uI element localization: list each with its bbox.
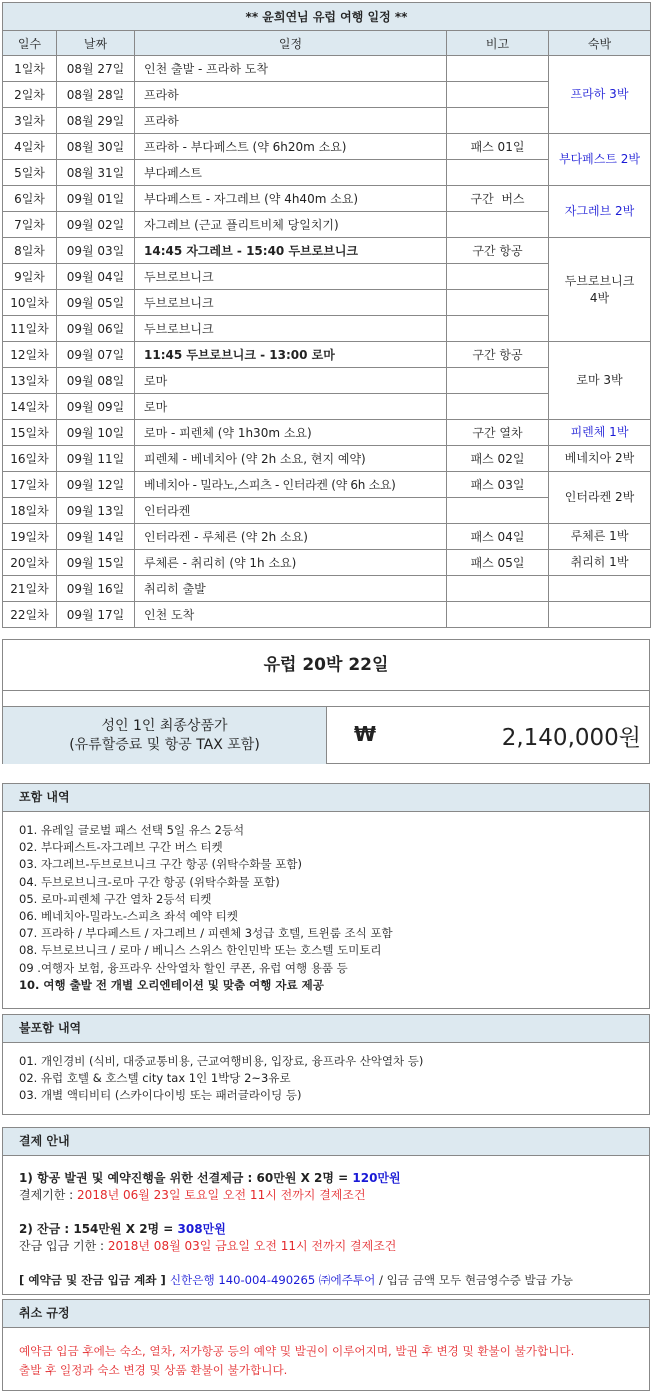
day-cell: 10일차 <box>3 290 57 316</box>
day-cell: 14일차 <box>3 394 57 420</box>
table-row <box>3 602 651 628</box>
list-item: 07. 프라하 / 부다페스트 / 자그레브 / 피렌체 3성급 호텔, 트윈룸 조식 포함 <box>19 926 393 941</box>
date-cell: 08월 28일 <box>57 82 135 108</box>
plan-cell: 자그레브 (근교 플리트비체 당일치기) <box>135 212 447 238</box>
currency-symbol: ₩ <box>354 722 377 746</box>
note-cell <box>447 82 549 108</box>
date-cell: 09월 04일 <box>57 264 135 290</box>
list-item: 03. 개별 액티비티 (스카이다이빙 또는 패러글라이딩 등) <box>19 1088 302 1103</box>
note-cell: 구간 버스 <box>447 186 549 212</box>
day-cell: 8일차 <box>3 238 57 264</box>
excluded-list <box>3 1043 649 1105</box>
note-cell <box>447 368 549 394</box>
account-line <box>19 1272 649 1289</box>
plan-cell: 로마 <box>135 368 447 394</box>
day-cell: 22일차 <box>3 602 57 628</box>
day-cell: 20일차 <box>3 550 57 576</box>
note-cell <box>447 394 549 420</box>
note-cell: 구간 열차 <box>447 420 549 446</box>
table-row <box>3 56 651 82</box>
stay-cell <box>549 238 651 342</box>
note-cell: 구간 항공 <box>447 342 549 368</box>
date-cell: 08월 30일 <box>57 134 135 160</box>
included-title: 포함 내역 <box>3 784 649 812</box>
cancel-line: 예약금 입금 후에는 숙소, 열차, 저가항공 등의 예약 및 발권이 이루어지며, 발권 후 변경 및 환불이 불가합니다. <box>19 1344 575 1358</box>
stay-cell: 부다페스트 2박 <box>549 134 651 186</box>
note-cell: 구간 항공 <box>447 238 549 264</box>
plan-cell: 인천 도착 <box>135 602 447 628</box>
excluded-section <box>2 1014 650 1115</box>
day-cell: 15일차 <box>3 420 57 446</box>
list-item: 01. 유레일 글로벌 패스 선택 5일 유스 2등석 <box>19 823 245 837</box>
note-cell: 패스 04일 <box>447 524 549 550</box>
itinerary-table <box>2 2 651 628</box>
plan-cell: 프라하 <box>135 108 447 134</box>
list-item: 02. 유럽 호텔 & 호스텔 city tax 1인 1박당 2~3유로 <box>19 1071 291 1086</box>
day-cell: 1일차 <box>3 56 57 82</box>
plan-cell: 인터라켄 <box>135 498 447 524</box>
date-cell: 09월 07일 <box>57 342 135 368</box>
plan-cell: 11:45 두브로브니크 - 13:00 로마 <box>135 342 447 368</box>
stay-cell: 로마 3박 <box>549 342 651 420</box>
date-cell: 09월 09일 <box>57 394 135 420</box>
note-cell <box>447 56 549 82</box>
list-item: 04. 두브로브니크-로마 구간 항공 (위탁수화물 포함) <box>19 874 280 889</box>
table-row <box>3 342 651 368</box>
day-cell: 16일차 <box>3 446 57 472</box>
cancel-body <box>3 1328 649 1380</box>
included-section <box>2 783 650 1009</box>
payment-section <box>2 1127 650 1295</box>
note-cell: 패스 02일 <box>447 446 549 472</box>
plan-cell: 베네치아 - 밀라노,스피츠 - 인터라켄 (약 6h 소요) <box>135 472 447 498</box>
date-cell: 09월 16일 <box>57 576 135 602</box>
excluded-title: 불포함 내역 <box>3 1015 649 1043</box>
account-label: [ 예약금 및 잔금 입금 계좌 ] <box>19 1273 170 1287</box>
day-cell: 13일차 <box>3 368 57 394</box>
plan-cell: 취리히 출발 <box>135 576 447 602</box>
note-cell: 패스 03일 <box>447 472 549 498</box>
plan-cell: 피렌체 - 베네치아 (약 2h 소요, 현지 예약) <box>135 446 447 472</box>
list-item: 03. 자그레브-두브로브니크 구간 항공 (위탁수화물 포함) <box>19 857 302 872</box>
note-cell: 패스 01일 <box>447 134 549 160</box>
plan-cell: 프라하 <box>135 82 447 108</box>
header-note: 비고 <box>447 31 549 56</box>
deposit-text: 1) 항공 발권 및 예약진행을 위한 선결제금 : 60만원 X 2명 = <box>19 1171 353 1185</box>
date-cell: 09월 11일 <box>57 446 135 472</box>
note-cell <box>447 290 549 316</box>
plan-cell: 두브로브니크 <box>135 290 447 316</box>
price-value-cell <box>327 707 649 764</box>
day-cell: 18일차 <box>3 498 57 524</box>
plan-cell: 두브로브니크 <box>135 316 447 342</box>
date-cell: 09월 12일 <box>57 472 135 498</box>
spacer-row <box>3 691 649 707</box>
cancel-line: 출발 후 일정과 숙소 변경 및 상품 환불이 불가합니다. <box>19 1363 288 1377</box>
header-plan: 일정 <box>135 31 447 56</box>
stay-cell <box>549 576 651 602</box>
date-cell: 09월 01일 <box>57 186 135 212</box>
date-cell: 09월 17일 <box>57 602 135 628</box>
deadline-label: 결제기한 : <box>19 1188 78 1202</box>
plan-cell: 프라하 - 부다페스트 (약 6h20m 소요) <box>135 134 447 160</box>
payment-body <box>3 1156 649 1289</box>
date-cell: 09월 02일 <box>57 212 135 238</box>
plan-cell: 부다페스트 <box>135 160 447 186</box>
deposit-total: 120만원 <box>352 1171 401 1185</box>
list-item: 01. 개인경비 (식비, 대중교통비용, 근교여행비용, 입장료, 융프라우 산악열차 등) <box>19 1054 424 1068</box>
table-row <box>3 238 651 264</box>
plan-cell: 두브로브니크 <box>135 264 447 290</box>
deposit-line <box>19 1170 649 1187</box>
table-row <box>3 524 651 550</box>
stay-cell: 프라하 3박 <box>549 56 651 134</box>
balance-deadline <box>19 1238 649 1255</box>
balance-line <box>19 1221 649 1238</box>
day-cell: 19일차 <box>3 524 57 550</box>
date-cell: 08월 29일 <box>57 108 135 134</box>
table-header-row <box>3 31 651 56</box>
day-cell: 7일차 <box>3 212 57 238</box>
stay-cell: 베네치아 2박 <box>549 446 651 472</box>
price-summary <box>2 639 650 764</box>
day-cell: 5일차 <box>3 160 57 186</box>
note-cell: 패스 05일 <box>447 550 549 576</box>
balance-text: 2) 잔금 : 154만원 X 2명 = <box>19 1222 178 1236</box>
stay-cell: 피렌체 1박 <box>549 420 651 446</box>
plan-cell: 로마 <box>135 394 447 420</box>
date-cell: 09월 15일 <box>57 550 135 576</box>
trip-headline: 유럽 20박 22일 <box>3 640 649 691</box>
price-row <box>3 707 649 764</box>
deadline-value: 2018년 06월 23일 토요일 오전 11시 전까지 결제조건 <box>77 1188 366 1202</box>
price-sublabel: (유류할증료 및 항공 TAX 포함) <box>69 736 260 753</box>
date-cell: 09월 13일 <box>57 498 135 524</box>
stay-cell: 자그레브 2박 <box>549 186 651 238</box>
date-cell: 09월 10일 <box>57 420 135 446</box>
day-cell: 2일차 <box>3 82 57 108</box>
list-item: 09 .여행자 보험, 융프라우 산악열차 할인 쿠폰, 유럽 여행 용품 등 <box>19 960 348 975</box>
date-cell: 08월 31일 <box>57 160 135 186</box>
note-cell <box>447 316 549 342</box>
date-cell: 09월 03일 <box>57 238 135 264</box>
stay-cell: 루체른 1박 <box>549 524 651 550</box>
table-row <box>3 446 651 472</box>
deposit-deadline <box>19 1187 649 1204</box>
table-row <box>3 576 651 602</box>
table-row <box>3 134 651 160</box>
itinerary-title: ** 윤희연님 유럽 여행 일정 ** <box>3 3 651 31</box>
list-item: 10. 여행 출발 전 개별 오리엔테이션 및 맞춤 여행 자료 제공 <box>19 977 324 992</box>
list-item: 02. 부다페스트-자그레브 구간 버스 티켓 <box>19 840 223 855</box>
date-cell: 09월 14일 <box>57 524 135 550</box>
stay-cell: 취리히 1박 <box>549 550 651 576</box>
note-cell <box>447 212 549 238</box>
day-cell: 4일차 <box>3 134 57 160</box>
table-row <box>3 472 651 498</box>
stay-cell <box>549 602 651 628</box>
included-list <box>3 812 649 994</box>
cancel-section <box>2 1299 650 1391</box>
plan-cell: 인터라켄 - 루체른 (약 2h 소요) <box>135 524 447 550</box>
plan-cell: 14:45 자그레브 - 15:40 두브로브니크 <box>135 238 447 264</box>
day-cell: 6일차 <box>3 186 57 212</box>
balance-total: 308만원 <box>177 1222 226 1236</box>
stay-label: 두브로브니크 4박 <box>564 273 635 305</box>
header-stay: 숙박 <box>549 31 651 56</box>
plan-cell: 인천 출발 - 프라하 도착 <box>135 56 447 82</box>
note-cell <box>447 576 549 602</box>
table-row <box>3 550 651 576</box>
note-cell <box>447 602 549 628</box>
price-label-cell <box>3 707 327 764</box>
price-label: 성인 1인 최종상품가 <box>101 717 228 734</box>
plan-cell: 부다페스트 - 자그레브 (약 4h40m 소요) <box>135 186 447 212</box>
account-note: / 입금 금액 모두 현금영수증 발급 가능 <box>375 1273 574 1287</box>
list-item: 08. 두브로브니크 / 로마 / 베니스 스위스 한인민박 또는 호스텔 도미토리 <box>19 943 382 958</box>
note-cell <box>447 160 549 186</box>
deadline-label: 잔금 입금 기한 : <box>19 1239 108 1253</box>
day-cell: 9일차 <box>3 264 57 290</box>
plan-cell: 루체른 - 취리히 (약 1h 소요) <box>135 550 447 576</box>
day-cell: 3일차 <box>3 108 57 134</box>
cancel-title: 취소 규정 <box>3 1300 649 1328</box>
day-cell: 11일차 <box>3 316 57 342</box>
date-cell: 09월 06일 <box>57 316 135 342</box>
list-item: 05. 로마-피렌체 구간 열차 2등석 티켓 <box>19 891 212 906</box>
date-cell: 09월 05일 <box>57 290 135 316</box>
note-cell <box>447 498 549 524</box>
header-day: 일수 <box>3 31 57 56</box>
table-row <box>3 420 651 446</box>
date-cell: 09월 08일 <box>57 368 135 394</box>
account-number: 신한은행 140-004-490265 ㈜에주투어 <box>169 1273 376 1287</box>
deadline-value: 2018년 08월 03일 금요일 오전 11시 전까지 결제조건 <box>107 1239 397 1253</box>
price-amount: 2,140,000원 <box>501 725 641 751</box>
stay-cell: 인터라켄 2박 <box>549 472 651 524</box>
plan-cell: 로마 - 피렌체 (약 1h30m 소요) <box>135 420 447 446</box>
day-cell: 12일차 <box>3 342 57 368</box>
list-item: 06. 베네치아-밀라노-스피츠 좌석 예약 티켓 <box>19 909 238 924</box>
table-row <box>3 186 651 212</box>
note-cell <box>447 108 549 134</box>
date-cell: 08월 27일 <box>57 56 135 82</box>
payment-title: 결제 안내 <box>3 1128 649 1156</box>
note-cell <box>447 264 549 290</box>
day-cell: 21일차 <box>3 576 57 602</box>
header-date: 날짜 <box>57 31 135 56</box>
day-cell: 17일차 <box>3 472 57 498</box>
